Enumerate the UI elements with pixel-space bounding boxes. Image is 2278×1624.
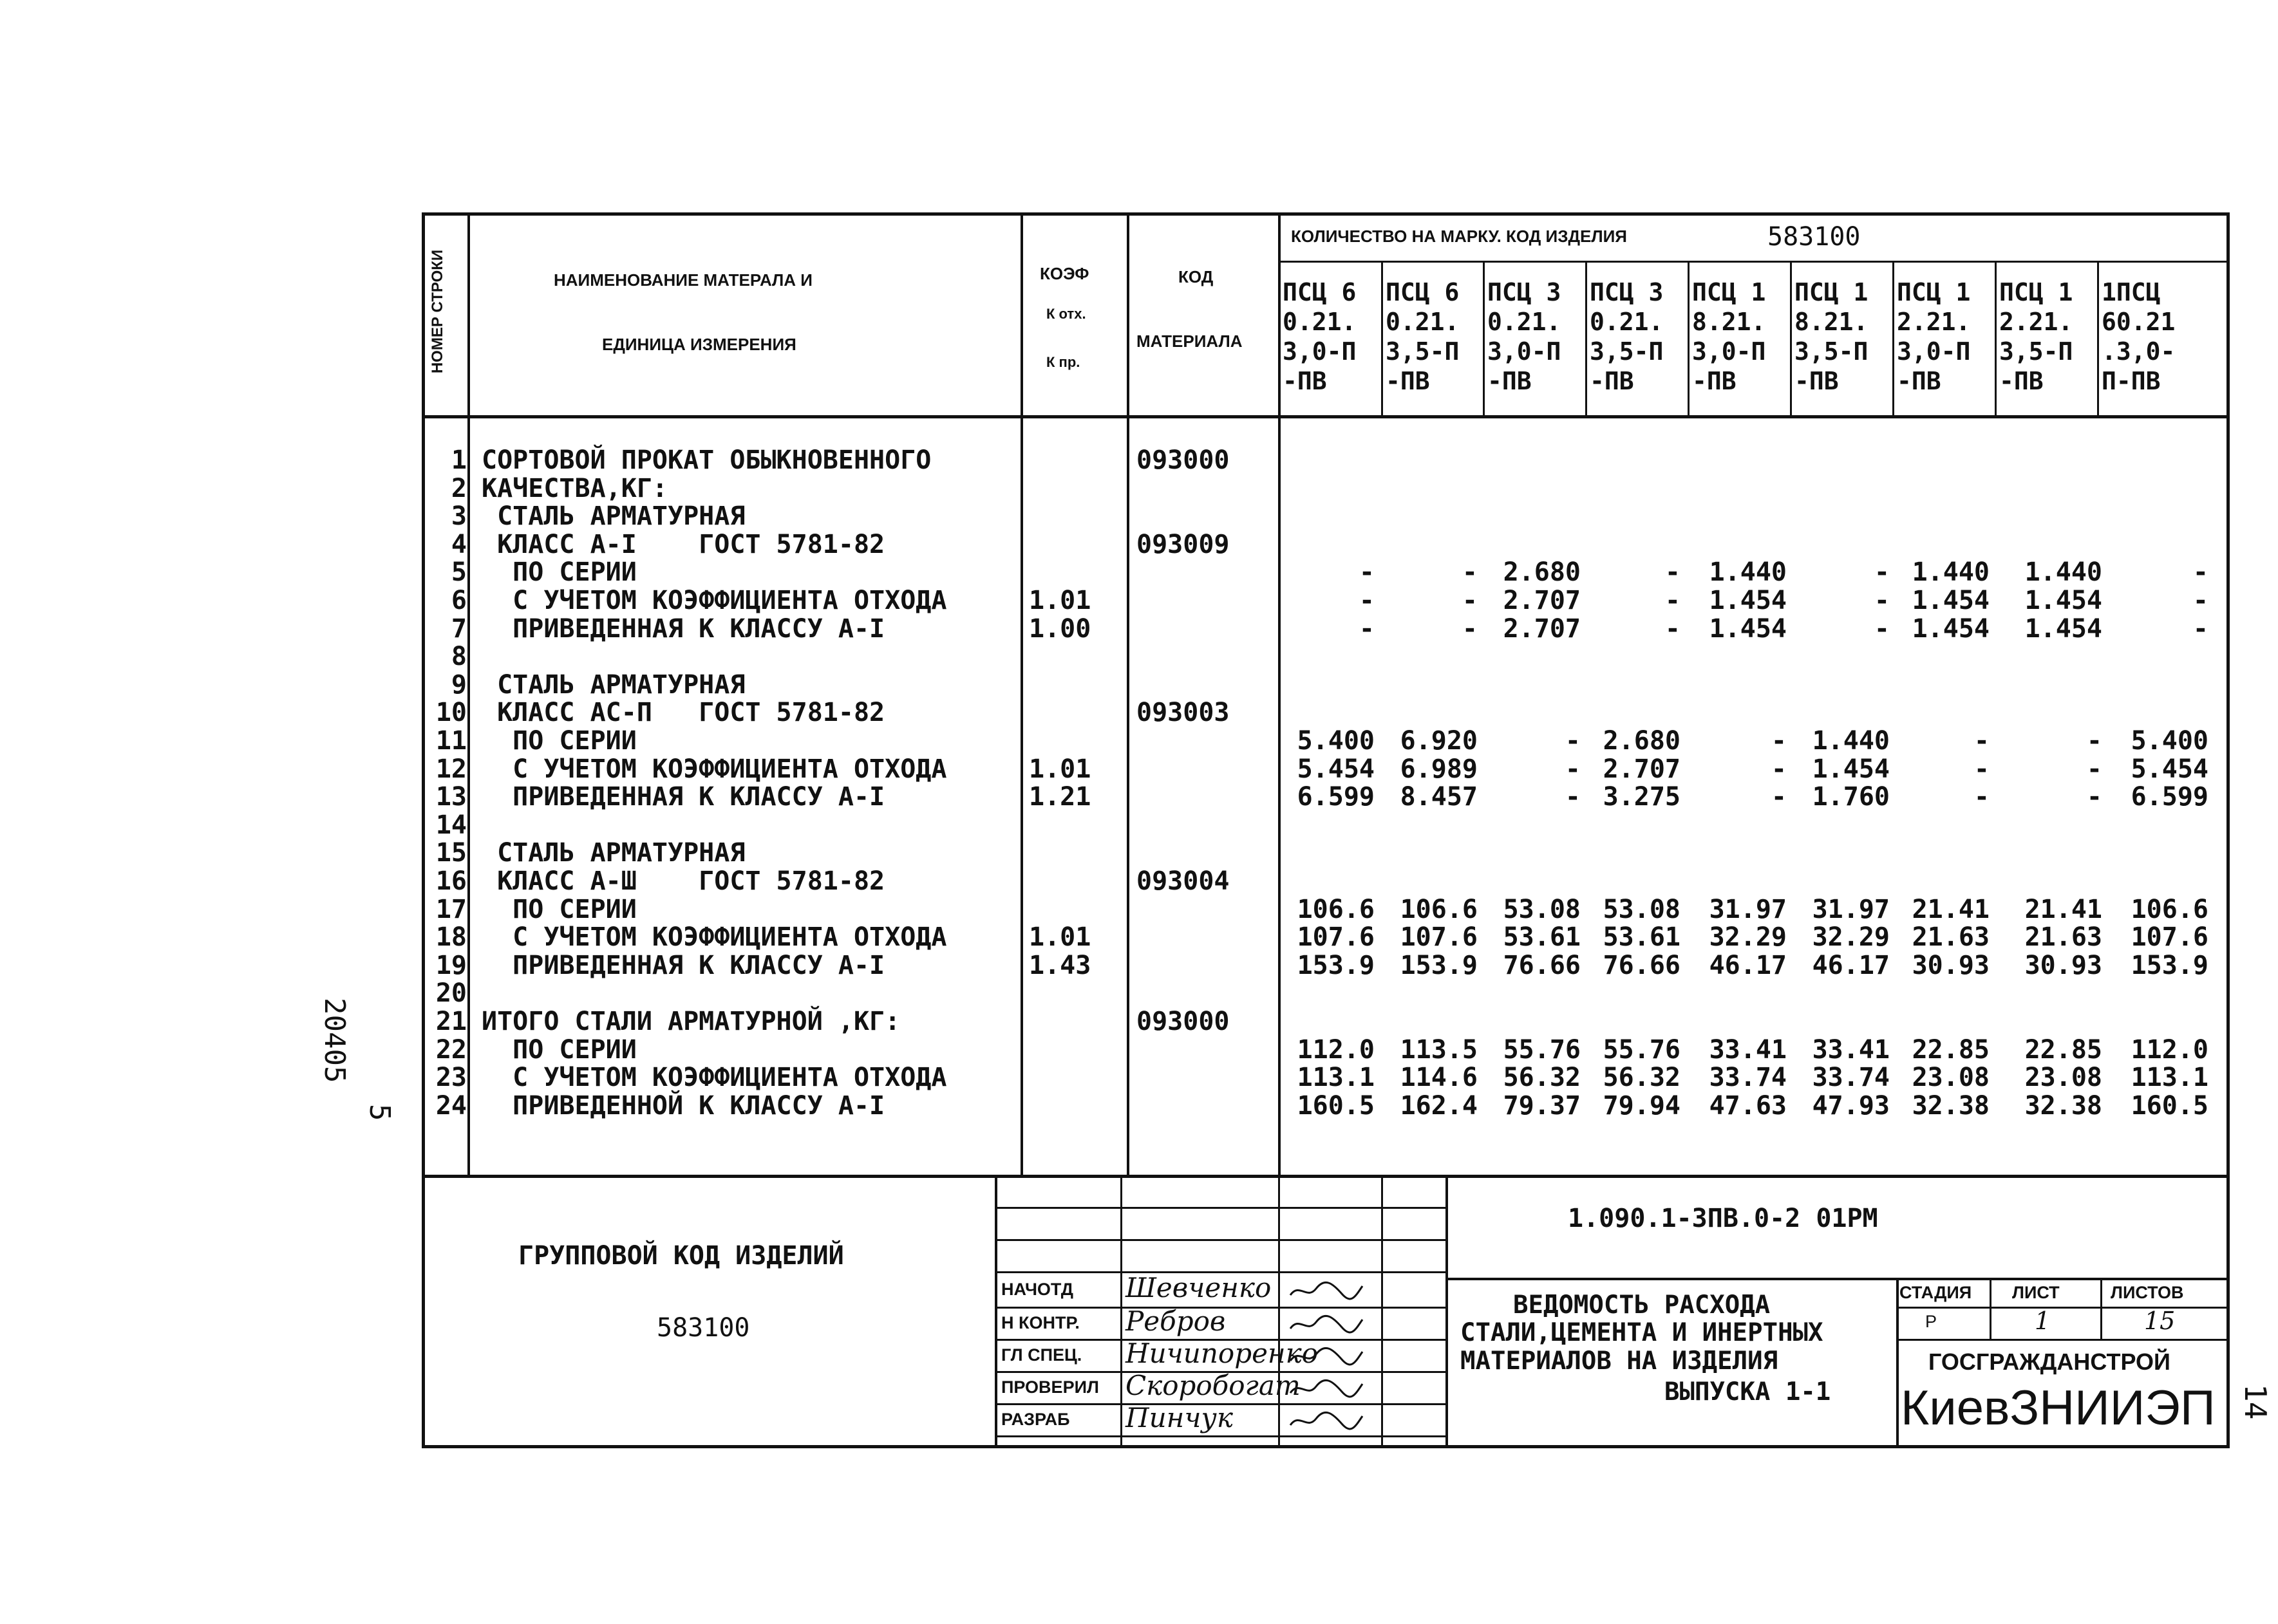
quantity-cell: 153.9 — [1297, 950, 1375, 980]
quantity-cell: 2.680 — [1503, 557, 1581, 588]
row-number: 1 — [451, 445, 467, 475]
archive-small-number: 5 — [363, 1104, 396, 1121]
quantity-cell: 47.63 — [1709, 1090, 1787, 1121]
quantity-cell: - — [2086, 726, 2102, 756]
material-name: ПРИВЕДЕННОЙ К КЛАССУ А-I — [482, 1090, 885, 1121]
material-name: ПО СЕРИИ — [482, 726, 637, 756]
coef-header-line2: К отх. — [1046, 306, 1086, 322]
quantity-cell: - — [1359, 557, 1375, 588]
quantity-cell: 79.37 — [1503, 1090, 1581, 1121]
quantity-cell: 1.440 — [1812, 726, 1890, 756]
material-code: 093000 — [1136, 1007, 1230, 1036]
product-column-header-line: -ПВ — [1590, 367, 1634, 395]
quantity-cell: 53.61 — [1603, 922, 1680, 953]
quantity-cell: 56.32 — [1503, 1063, 1581, 1093]
product-column-header-line: 3,5-П — [1386, 337, 1460, 366]
quantity-cell: 31.97 — [1812, 894, 1890, 924]
material-name: С УЧЕТОМ КОЭФФИЦИЕНТА ОТХОДА — [482, 754, 947, 784]
quantity-cell: - — [1973, 726, 1990, 756]
product-column-header-line: 3,5-П — [1794, 337, 1869, 366]
signature-mark — [1288, 1379, 1365, 1398]
quantity-cell: - — [2192, 586, 2208, 615]
material-name: КЛАСС А-I ГОСТ 5781-82 — [482, 529, 885, 559]
quantity-cell: 8.457 — [1400, 782, 1478, 812]
organization-institute: КиевЗНИИЭП — [1901, 1381, 2216, 1435]
quantity-cell: 1.454 — [1912, 613, 1990, 644]
product-column-header-line: 3,5-П — [1590, 337, 1664, 366]
quantity-cell: - — [1565, 754, 1581, 784]
material-header-line1: НАИМЕНОВАНИЕ МАТЕРАЛА И — [554, 270, 813, 290]
title-line-2: СТАЛИ,ЦЕМЕНТА И ИНЕРТНЫХ — [1460, 1318, 1823, 1347]
group-code-label: ГРУППОВОЙ КОД ИЗДЕЛИЙ — [518, 1241, 844, 1271]
product-column-header-line: ПСЦ 3 — [1487, 278, 1561, 306]
code-header-line2: МАТЕРИАЛА — [1136, 331, 1243, 351]
quantity-cell: 1.454 — [2024, 586, 2102, 615]
quantity-cell: 55.76 — [1503, 1034, 1581, 1065]
product-column-header-line: П-ПВ — [2102, 367, 2161, 395]
product-column-header-line: -ПВ — [1897, 367, 1941, 395]
product-column-header-line: -ПВ — [1999, 367, 2044, 395]
signature-role: НАЧОТД — [1001, 1280, 1073, 1299]
material-header-line2: ЕДИНИЦА ИЗМЕРЕНИЯ — [602, 335, 796, 354]
signature-mark — [1288, 1281, 1365, 1300]
sheet-value: 1 — [2035, 1307, 2051, 1335]
product-column-header-line: 8.21. — [1794, 308, 1869, 336]
material-name: ПО СЕРИИ — [482, 894, 637, 924]
quantity-cell: 46.17 — [1812, 950, 1890, 980]
quantity-cell: 1.440 — [1709, 557, 1787, 588]
group-code-value: 583100 — [657, 1313, 750, 1343]
product-column-header-line: ПСЦ 3 — [1590, 278, 1664, 306]
row-number: 15 — [435, 838, 467, 868]
signature-name: Ребров — [1125, 1305, 1226, 1337]
material-name: СТАЛЬ АРМАТУРНАЯ — [482, 838, 746, 868]
product-column-header-line: 0.21. — [1590, 308, 1664, 336]
signature-name: Ничипоренко — [1125, 1338, 1318, 1369]
material-name: КЛАСС АС-П ГОСТ 5781-82 — [482, 698, 885, 728]
product-column-header-line: 3,0-П — [1692, 337, 1766, 366]
quantity-cell: 21.63 — [2024, 922, 2102, 953]
quantity-cell: 6.989 — [1400, 754, 1478, 784]
quantity-cell: 153.9 — [1400, 950, 1478, 980]
quantity-cell: 79.94 — [1603, 1090, 1680, 1121]
quantity-cell: - — [1771, 754, 1787, 784]
product-column-header-line: 3,0-П — [1487, 337, 1561, 366]
material-name: ПРИВЕДЕННАЯ К КЛАССУ А-I — [482, 613, 885, 644]
quantity-cell: 53.61 — [1503, 922, 1581, 953]
product-column-header-line: ПСЦ 1 — [1794, 278, 1869, 306]
stage-value: Р — [1925, 1312, 1937, 1331]
quantity-cell: 33.41 — [1709, 1034, 1787, 1065]
quantity-cell: 6.920 — [1400, 726, 1478, 756]
quantity-cell: 6.599 — [2131, 782, 2208, 812]
material-name: ПО СЕРИИ — [482, 557, 637, 588]
row-number: 22 — [435, 1034, 467, 1065]
quantity-cell: 1.454 — [2024, 613, 2102, 644]
row-number: 2 — [451, 473, 467, 503]
material-name: КАЧЕСТВА,КГ: — [482, 473, 668, 503]
title-line-1: ВЕДОМОСТЬ РАСХОДА — [1513, 1291, 1771, 1320]
quantity-cell: 160.5 — [2131, 1090, 2208, 1121]
quantity-cell: 107.6 — [1297, 922, 1375, 953]
material-code: 093004 — [1136, 866, 1230, 896]
row-number: 7 — [451, 613, 467, 644]
quantity-cell: 32.38 — [2024, 1090, 2102, 1121]
quantity-cell: 113.1 — [1297, 1063, 1375, 1093]
quantity-cell: - — [1462, 586, 1478, 615]
signature-name: Пинчук — [1125, 1402, 1233, 1433]
row-number: 21 — [435, 1007, 467, 1036]
quantity-cell: 23.08 — [2024, 1063, 2102, 1093]
quantity-cell: 113.1 — [2131, 1063, 2208, 1093]
quantity-cell: 33.41 — [1812, 1034, 1890, 1065]
quantity-cell: 47.93 — [1812, 1090, 1890, 1121]
signature-role: ПРОВЕРИЛ — [1001, 1377, 1099, 1397]
row-number: 12 — [435, 754, 467, 784]
material-name: ПРИВЕДЕННАЯ К КЛАССУ А-I — [482, 782, 885, 812]
quantity-cell: 53.08 — [1503, 894, 1581, 924]
quantity-cell: - — [1874, 557, 1890, 588]
title-line-3: МАТЕРИАЛОВ НА ИЗДЕЛИЯ — [1460, 1347, 1778, 1376]
quantity-cell: 21.41 — [1912, 894, 1990, 924]
quantity-cell: - — [1565, 782, 1581, 812]
row-number: 5 — [451, 557, 467, 588]
quantity-cell: - — [1462, 613, 1478, 644]
quantity-cell: 22.85 — [1912, 1034, 1990, 1065]
quantity-cell: 33.74 — [1709, 1063, 1787, 1093]
signature-role: РАЗРАБ — [1001, 1410, 1070, 1429]
quantity-cell: 106.6 — [1297, 894, 1375, 924]
quantity-cell: 32.29 — [1709, 922, 1787, 953]
material-name: С УЧЕТОМ КОЭФФИЦИЕНТА ОТХОДА — [482, 1063, 947, 1093]
quantity-cell: 23.08 — [1912, 1063, 1990, 1093]
quantity-cell: 76.66 — [1603, 950, 1680, 980]
quantity-cell: - — [1359, 613, 1375, 644]
signature-mark — [1288, 1314, 1365, 1334]
quantity-cell: 5.454 — [2131, 754, 2208, 784]
sheets-label: ЛИСТОВ — [2111, 1283, 2184, 1302]
quantity-cell: 160.5 — [1297, 1090, 1375, 1121]
quantity-cell: 1.454 — [1709, 613, 1787, 644]
row-number: 10 — [435, 698, 467, 728]
product-column-header-line: ПСЦ 6 — [1283, 278, 1357, 306]
quantity-cell: 113.5 — [1400, 1034, 1478, 1065]
quantity-cell: 107.6 — [2131, 922, 2208, 953]
quantity-cell: 56.32 — [1603, 1063, 1680, 1093]
product-column-header-line: 3,5-П — [1999, 337, 2073, 366]
product-column-header-line: -ПВ — [1386, 367, 1430, 395]
quantity-cell: 1.440 — [1912, 557, 1990, 588]
quantity-cell: - — [1565, 726, 1581, 756]
quantity-cell: 53.08 — [1603, 894, 1680, 924]
quantity-cell: 1.440 — [2024, 557, 2102, 588]
material-name: С УЧЕТОМ КОЭФФИЦИЕНТА ОТХОДА — [482, 586, 947, 615]
material-code: 093009 — [1136, 529, 1230, 559]
quantity-cell: - — [1359, 586, 1375, 615]
quantity-cell: 106.6 — [2131, 894, 2208, 924]
material-name: ПРИВЕДЕННАЯ К КЛАССУ А-I — [482, 950, 885, 980]
quantity-cell: 153.9 — [2131, 950, 2208, 980]
quantity-cell: 21.63 — [1912, 922, 1990, 953]
row-number: 16 — [435, 866, 467, 896]
quantity-cell: 55.76 — [1603, 1034, 1680, 1065]
quantity-cell: 21.41 — [2024, 894, 2102, 924]
code-header-line1: КОД — [1178, 267, 1214, 286]
coefficient-value: 1.01 — [1029, 586, 1091, 615]
quantity-cell: 5.454 — [1297, 754, 1375, 784]
quantity-cell: 22.85 — [2024, 1034, 2102, 1065]
product-column-header-line: ПСЦ 6 — [1386, 278, 1460, 306]
material-name: ПО СЕРИИ — [482, 1034, 637, 1065]
material-code: 093003 — [1136, 698, 1230, 728]
product-column-header-line: 0.21. — [1283, 308, 1357, 336]
quantity-cell: 1.454 — [1812, 754, 1890, 784]
row-number: 9 — [451, 669, 467, 700]
quantity-cell: 31.97 — [1709, 894, 1787, 924]
sheets-value: 15 — [2144, 1307, 2176, 1335]
quantity-cell: 30.93 — [1912, 950, 1990, 980]
coefficient-value: 1.01 — [1029, 754, 1091, 784]
quantity-cell: - — [1664, 557, 1680, 588]
product-column-header-line: ПСЦ 1 — [1897, 278, 1971, 306]
organization-name: ГОСГРАЖДАНСТРОЙ — [1928, 1349, 2170, 1375]
quantity-cell: 5.400 — [1297, 726, 1375, 756]
coefficient-value: 1.00 — [1029, 613, 1091, 644]
product-column-header-line: -ПВ — [1283, 367, 1327, 395]
quantity-header-code: 583100 — [1767, 222, 1861, 252]
quantity-cell: - — [1973, 782, 1990, 812]
row-number: 19 — [435, 950, 467, 980]
coefficient-value: 1.21 — [1029, 782, 1091, 812]
quantity-cell: 76.66 — [1503, 950, 1581, 980]
quantity-cell: - — [1874, 586, 1890, 615]
row-number: 4 — [451, 529, 467, 559]
quantity-cell: 2.707 — [1603, 754, 1680, 784]
product-column-header-line: .3,0- — [2102, 337, 2176, 366]
quantity-cell: 2.680 — [1603, 726, 1680, 756]
quantity-cell: 3.275 — [1603, 782, 1680, 812]
product-column-header-line: -ПВ — [1487, 367, 1532, 395]
row-number: 3 — [451, 501, 467, 532]
quantity-cell: - — [2192, 613, 2208, 644]
material-name: СТАЛЬ АРМАТУРНАЯ — [482, 501, 746, 532]
quantity-cell: - — [1771, 726, 1787, 756]
quantity-cell: - — [2086, 782, 2102, 812]
signature-mark — [1288, 1411, 1365, 1430]
quantity-cell: 112.0 — [2131, 1034, 2208, 1065]
title-line-4: ВЫПУСКА 1-1 — [1664, 1377, 1831, 1406]
quantity-cell: 162.4 — [1400, 1090, 1478, 1121]
material-name: СТАЛЬ АРМАТУРНАЯ — [482, 669, 746, 700]
quantity-cell: 1.454 — [1912, 586, 1990, 615]
coefficient-value: 1.01 — [1029, 922, 1091, 953]
signature-role: Н КОНТР. — [1001, 1313, 1080, 1332]
quantity-cell: - — [1973, 754, 1990, 784]
quantity-cell: 2.707 — [1503, 613, 1581, 644]
product-column-header-line: 0.21. — [1386, 308, 1460, 336]
quantity-cell: - — [1771, 782, 1787, 812]
archive-number: 20405 — [318, 998, 351, 1083]
material-name: С УЧЕТОМ КОЭФФИЦИЕНТА ОТХОДА — [482, 922, 947, 953]
product-column-header-line: 60.21 — [2102, 308, 2176, 336]
sheet-label: ЛИСТ — [2012, 1283, 2060, 1302]
product-column-header-line: 3,0-П — [1283, 337, 1357, 366]
row-number: 13 — [435, 782, 467, 812]
quantity-cell: 1.760 — [1812, 782, 1890, 812]
row-number-header: НОМЕР СТРОКИ — [429, 249, 446, 374]
row-number: 11 — [435, 726, 467, 756]
document-code: 1.090.1-3ПВ.0-2 01РМ — [1568, 1204, 1878, 1233]
quantity-cell: - — [1874, 613, 1890, 644]
row-number: 20 — [435, 978, 467, 1009]
product-column-header-line: ПСЦ 1 — [1999, 278, 2073, 306]
coef-header-line1: КОЭФ — [1040, 264, 1089, 283]
quantity-header-label: КОЛИЧЕСТВО НА МАРКУ. КОД ИЗДЕЛИЯ — [1291, 227, 1627, 246]
row-number: 23 — [435, 1063, 467, 1093]
material-name: КЛАСС А-Ш ГОСТ 5781-82 — [482, 866, 885, 896]
quantity-cell: 5.400 — [2131, 726, 2208, 756]
quantity-cell: 32.29 — [1812, 922, 1890, 953]
product-column-header-line: -ПВ — [1692, 367, 1737, 395]
row-number: 17 — [435, 894, 467, 924]
quantity-cell: 114.6 — [1400, 1063, 1478, 1093]
quantity-cell: - — [1664, 613, 1680, 644]
quantity-cell: 106.6 — [1400, 894, 1478, 924]
row-number: 18 — [435, 922, 467, 953]
material-name: СОРТОВОЙ ПРОКАТ ОБЫКНОВЕННОГО — [482, 445, 932, 475]
signature-role: ГЛ СПЕЦ. — [1001, 1345, 1082, 1365]
coef-header-line3: К пр. — [1046, 354, 1080, 370]
material-name: ИТОГО СТАЛИ АРМАТУРНОЙ ,КГ: — [482, 1007, 901, 1036]
product-column-header-line: -ПВ — [1794, 367, 1839, 395]
product-column-header-line: 8.21. — [1692, 308, 1766, 336]
quantity-cell: 32.38 — [1912, 1090, 1990, 1121]
stage-label: СТАДИЯ — [1899, 1283, 1972, 1302]
page-number: 14 — [2238, 1384, 2273, 1420]
product-column-header-line: 3,0-П — [1897, 337, 1971, 366]
row-number: 6 — [451, 586, 467, 615]
coefficient-value: 1.43 — [1029, 950, 1091, 980]
product-column-header-line: 2.21. — [1999, 308, 2073, 336]
quantity-cell: - — [1462, 557, 1478, 588]
material-code: 093000 — [1136, 445, 1230, 475]
quantity-cell: 6.599 — [1297, 782, 1375, 812]
signature-name: Шевченко — [1125, 1272, 1272, 1303]
quantity-cell: - — [1664, 586, 1680, 615]
row-number: 8 — [451, 642, 467, 672]
quantity-cell: 112.0 — [1297, 1034, 1375, 1065]
row-number: 24 — [435, 1090, 467, 1121]
quantity-cell: 2.707 — [1503, 586, 1581, 615]
product-column-header-line: 0.21. — [1487, 308, 1561, 336]
quantity-cell: 1.454 — [1709, 586, 1787, 615]
product-column-header-line: 1ПСЦ — [2102, 278, 2161, 306]
row-number: 14 — [435, 810, 467, 840]
quantity-cell: 46.17 — [1709, 950, 1787, 980]
product-column-header-line: 2.21. — [1897, 308, 1971, 336]
product-column-header-line: ПСЦ 1 — [1692, 278, 1766, 306]
quantity-cell: - — [2086, 754, 2102, 784]
quantity-cell: 33.74 — [1812, 1063, 1890, 1093]
quantity-cell: - — [2192, 557, 2208, 588]
quantity-cell: 30.93 — [2024, 950, 2102, 980]
signature-name: Скоробогат — [1125, 1370, 1301, 1401]
signature-mark — [1288, 1347, 1365, 1366]
quantity-cell: 107.6 — [1400, 922, 1478, 953]
